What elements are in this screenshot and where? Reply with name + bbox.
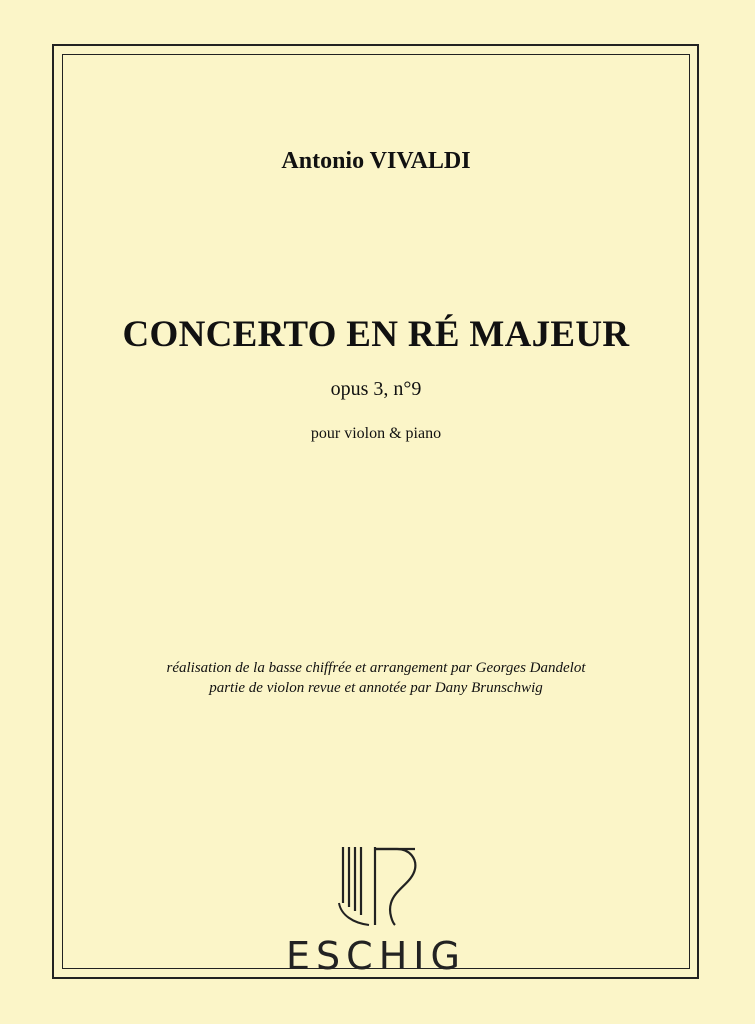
- opus-number: opus 3, n°9: [330, 378, 422, 400]
- inner-border-frame: [62, 54, 690, 969]
- publisher-name: ESCHIG: [286, 934, 466, 978]
- instrumentation: pour violon & piano: [310, 425, 442, 442]
- eschig-harp-logo-icon: [335, 845, 420, 927]
- arrangement-credit: réalisation de la basse chiffrée et arrangement par Georges Dandelot: [166, 660, 586, 676]
- violin-part-credit: partie de violon revue et annotée par Dany Brunschwig: [209, 680, 543, 696]
- work-title: CONCERTO EN RÉ MAJEUR: [122, 314, 630, 355]
- composer-name: Antonio VIVALDI: [281, 148, 471, 174]
